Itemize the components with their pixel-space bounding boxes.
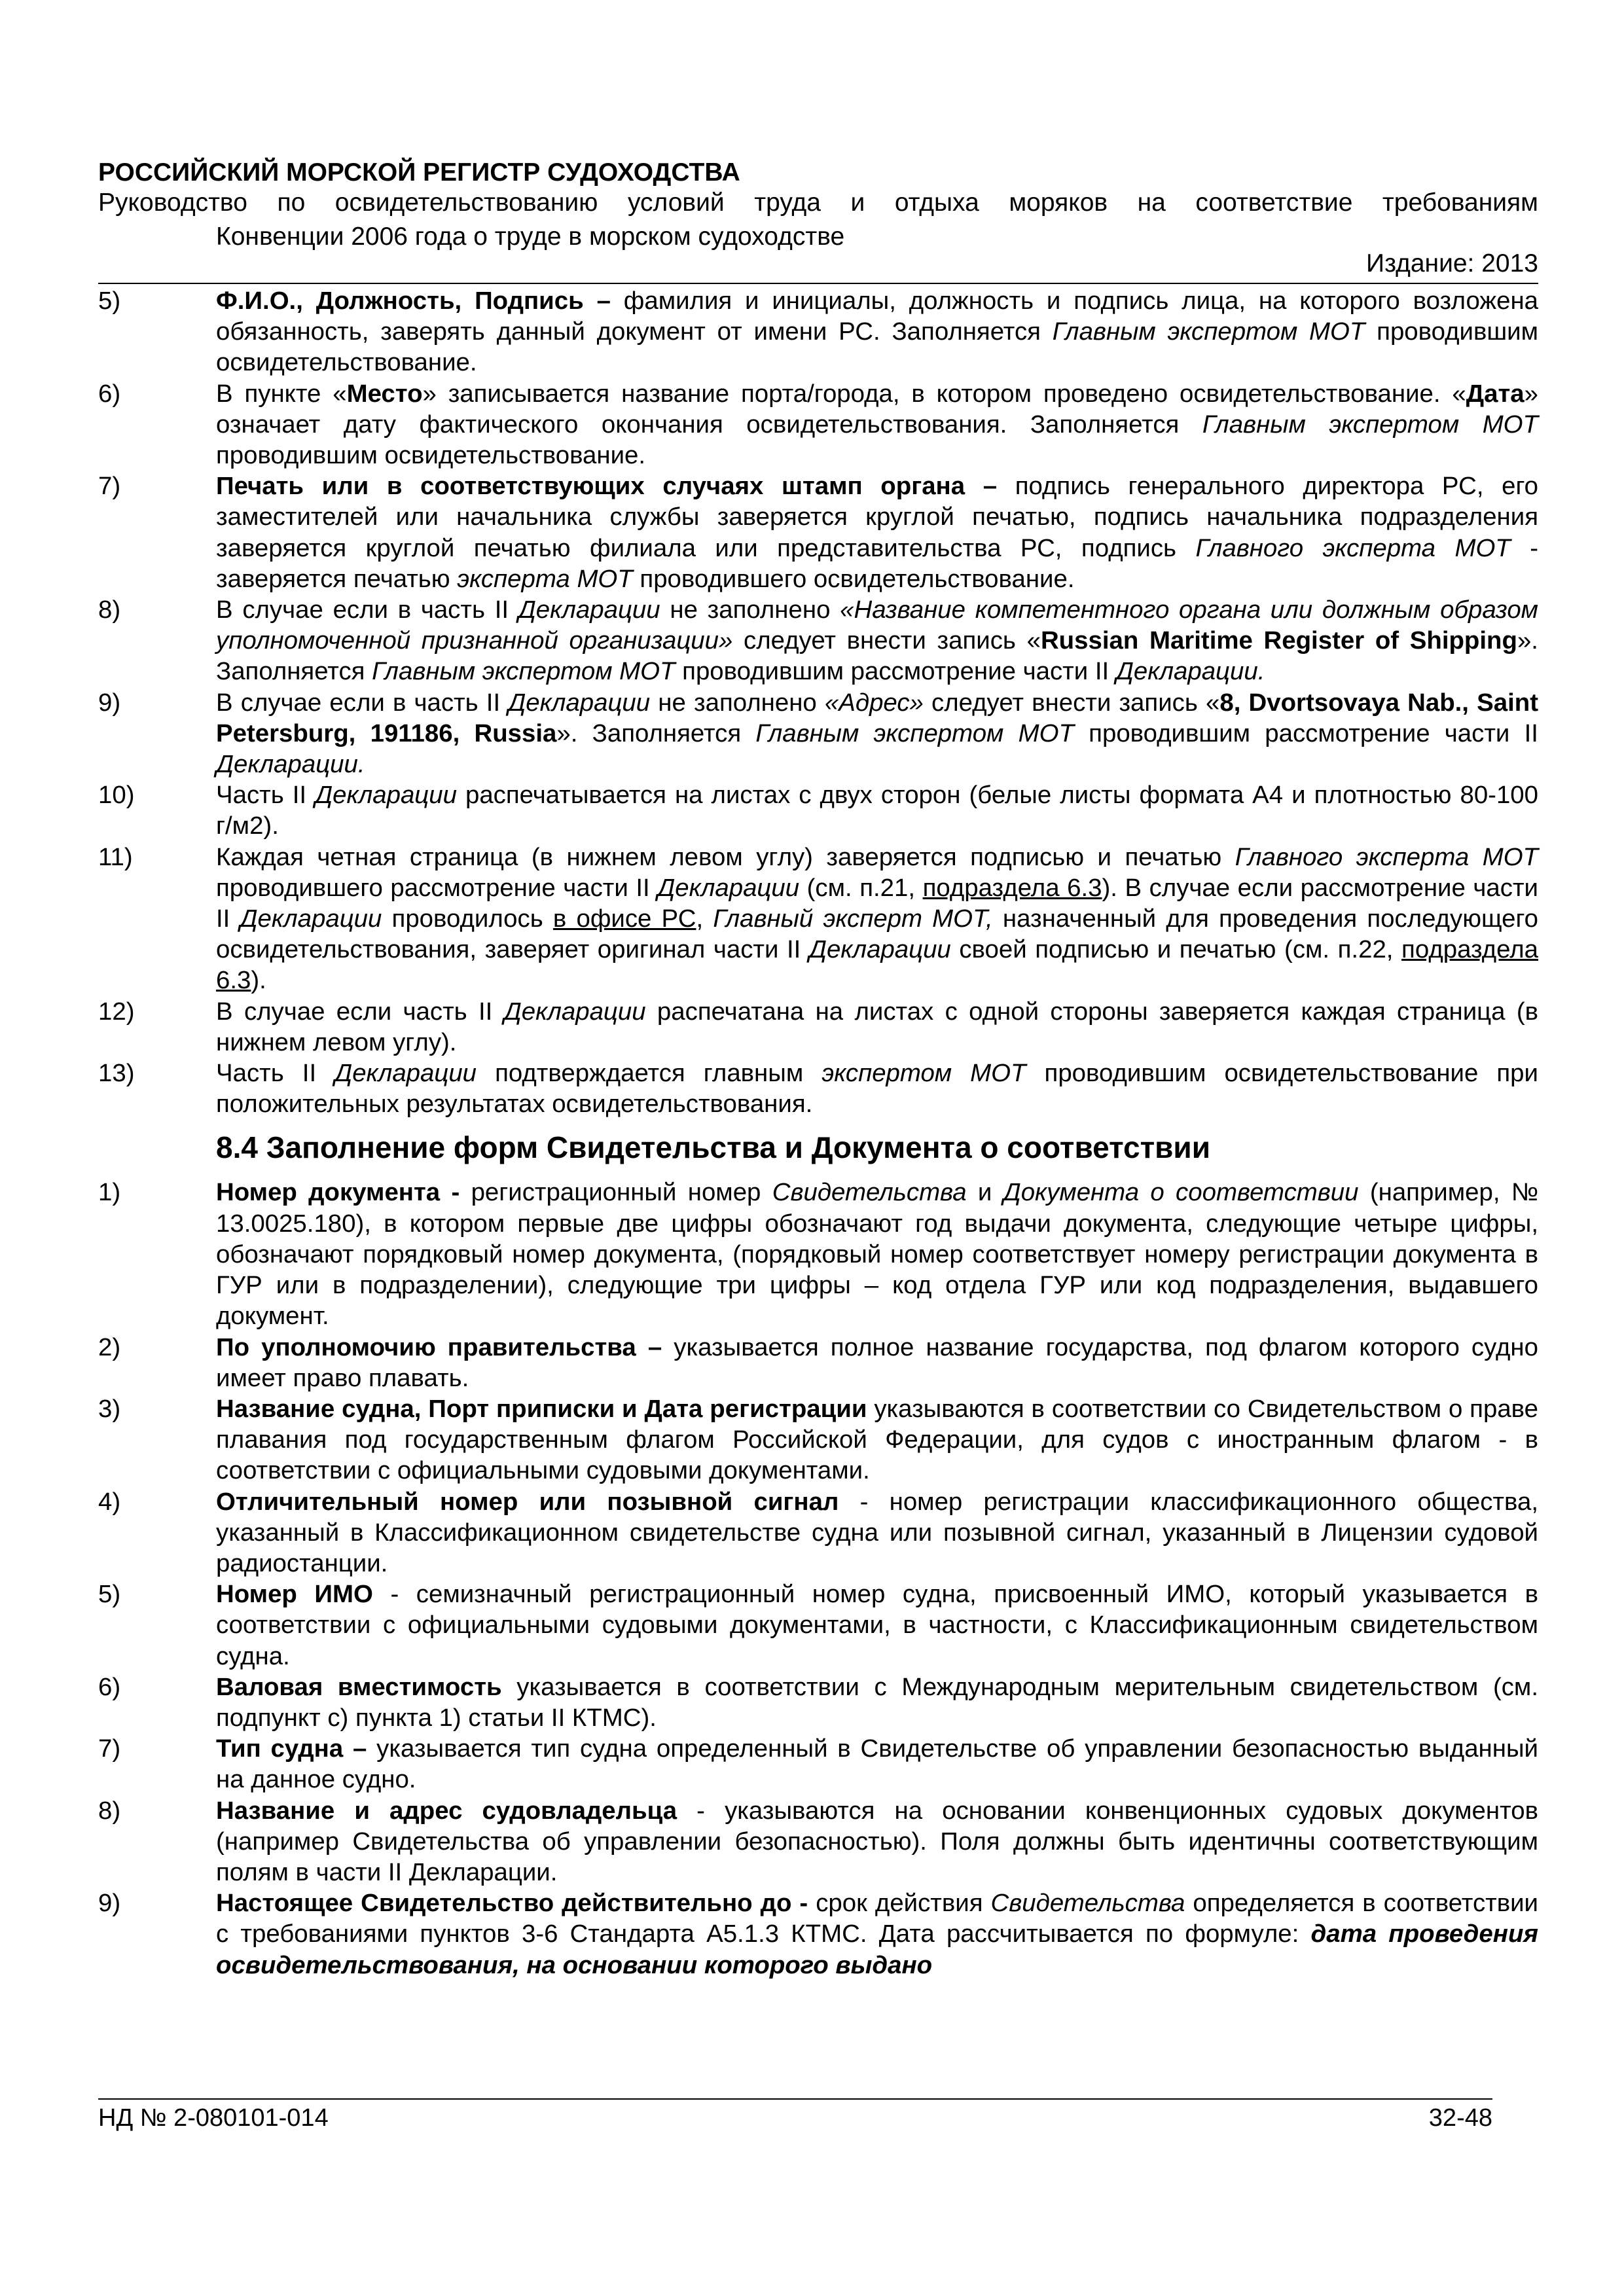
item-number: 1) [98, 1178, 121, 1207]
list-item [98, 1486, 1538, 1579]
section-heading: 8.4 Заполнение форм Свидетельства и Документа о соответствии [216, 1130, 1210, 1165]
subtitle-line-1: Руководство по освидетельствованию условий труда и отдыха моряков на соответствие требованиям [98, 188, 1538, 217]
item-number: 4) [98, 1487, 121, 1516]
item-text: В случае если в часть II Декларации не заполнено «Адрес» следует внести запись «8, Dvortsovaya Nab., Saint Petersburg, 191186, Russia». Заполняется Главным экспертом МОТ проводившим рассмотрение части II Декларации. [216, 688, 1538, 779]
item-number: 13) [98, 1059, 135, 1088]
item-number: 7) [98, 1734, 121, 1763]
list-item [98, 1579, 1538, 1672]
list-item [98, 687, 1538, 780]
item-number: 5) [98, 1580, 121, 1609]
list-item [98, 594, 1538, 687]
item-number: 2) [98, 1333, 121, 1361]
item-text: Название судна, Порт приписки и Дата регистрации указываются в соответствии со Свидетельством о праве плавания под государственным флагом Российской Федерации, для судов с иностранным флагом - в соответствии с официальными судовыми документами. [216, 1394, 1538, 1485]
item-number: 7) [98, 472, 121, 501]
list-item [98, 471, 1538, 594]
item-text: Номер ИМО - семизначный регистрационный номер судна, присвоенный ИМО, который указывается в соответствии с официальными судовыми документами, в частности, с Классификационным свидетельством судна. [216, 1580, 1538, 1670]
item-number: 5) [98, 287, 121, 315]
item-number: 11) [98, 842, 133, 871]
item-text: Настоящее Свидетельство действительно до - срок действия Свидетельства определяется в соответствии с требованиями пунктов 3-6 Стандарта А5.1.3 КТМС. Дата рассчитывается по формуле: дата проведения освидетельствования, на основании которого выдано [216, 1889, 1539, 1979]
footer-divider [98, 2098, 1492, 2100]
declaration-instructions-list [98, 285, 1538, 1119]
item-text: Отличительный номер или позывной сигнал - номер регистрации классификационного общества, указанный в Классификационном свидетельстве судна или позывной сигнал, указанный в Лицензии судовой радиостанции. [216, 1487, 1539, 1577]
item-text: В пункте «Место» записывается название порта/города, в котором проведено освидетельствование. «Дата» означает дату фактического окончания освидетельствования. Заполняется Главным экспертом МОТ проводившим освидетельствование. [216, 379, 1538, 470]
item-number: 6) [98, 1672, 121, 1701]
subtitle-line-2: Конвенции 2006 года о труде в морском судоходстве [216, 223, 845, 251]
item-text: Печать или в соответствующих случаях штамп органа – подпись генерального директора РС, его заместителей или начальника службы заверяется круглой печатью, подпись начальника подразделения заверяется круглой печатью филиала или представительства РС, подпись Главного эксперта МОТ - заверяется печатью эксперта МОТ проводившего освидетельствование. [216, 472, 1538, 593]
list-item [98, 1058, 1538, 1119]
item-number: 3) [98, 1394, 121, 1423]
item-text: Часть II Декларации распечатывается на листах с двух сторон (белые листы формата А4 и плотностью 80-100 г/м2). [216, 781, 1539, 840]
list-item [98, 1177, 1538, 1331]
header-divider [98, 283, 1538, 284]
item-text: Ф.И.О., Должность, Подпись – фамилия и инициалы, должность и подпись лица, на которого возложена обязанность, заверять данный документ от имени РС. Заполняется Главным экспертом МОТ проводившим освидетельствование. [216, 287, 1538, 377]
list-item [98, 842, 1538, 996]
item-number: 12) [98, 997, 135, 1026]
item-text: Тип судна – указывается тип судна определенный в Свидетельстве об управлении безопасностью выданный на данное судно. [216, 1734, 1538, 1794]
item-number: 9) [98, 1889, 121, 1918]
item-number: 9) [98, 688, 121, 717]
footer-page-number: 32-48 [1428, 2104, 1492, 2132]
list-item [98, 996, 1538, 1058]
item-number: 6) [98, 379, 121, 408]
list-item [98, 1332, 1538, 1393]
footer-doc-number: НД № 2-080101-014 [98, 2104, 329, 2132]
document-body [98, 285, 1538, 1981]
item-text: В случае если в часть II Декларации не заполнено «Название компетентного органа или должным образом уполномоченной признанной организации» следует внести запись «Russian Maritime Register of Shipping». Заполняется Главным экспертом МОТ проводившим рассмотрение части II Декларации. [216, 596, 1538, 686]
list-item [98, 285, 1538, 378]
item-text: Часть II Декларации подтверждается главным экспертом МОТ проводившим освидетельствование при положительных результатах освидетельствования. [216, 1059, 1538, 1119]
organization-title: РОССИЙСКИЙ МОРСКОЙ РЕГИСТР СУДОХОДСТВА [98, 158, 740, 187]
item-text: Валовая вместимость указывается в соответствии с Международным мерительным свидетельством (см. подпункт с) пункта 1) статьи II КТМС). [216, 1672, 1538, 1732]
list-item [98, 1733, 1538, 1795]
list-item [98, 780, 1538, 841]
edition-label: Издание: 2013 [1366, 249, 1538, 278]
item-number: 8) [98, 596, 121, 624]
list-item [98, 1888, 1538, 1981]
item-number: 8) [98, 1796, 121, 1825]
item-text: По уполномочию правительства – указывается полное название государства, под флагом которого судно имеет право плавать. [216, 1333, 1538, 1392]
item-text: В случае если часть II Декларации распечатана на листах с одной стороны заверяется каждая страница (в нижнем левом углу). [216, 997, 1538, 1056]
list-item [98, 1795, 1538, 1888]
item-number: 10) [98, 781, 135, 810]
list-item [98, 378, 1538, 471]
list-item [98, 1672, 1538, 1733]
certificate-instructions-list [98, 1177, 1538, 1980]
document-subtitle [98, 186, 1538, 254]
item-text: Каждая четная страница (в нижнем левом углу) заверяется подписью и печатью Главного эксперта МОТ проводившего рассмотрение части II Декларации (см. п.21, подраздела 6.3). В случае если рассмотрение части II Декларации проводилось в офисе РС, Главный эксперт МОТ, назначенный для проведения последующего освидетельствования, заверяет оригинал части II Декларации своей подписью и печатью (см. п.22, подраздела 6.3). [216, 842, 1539, 995]
item-text: Номер документа - регистрационный номер Свидетельства и Документа о соответствии (например, № 13.0025.180), в котором первые две цифры обозначают год выдачи документа, следующие четыре цифры, обозначают порядковый номер документа, (порядковый номер соответствует номеру регистрации документа в ГУР или в подразделении), следующие три цифры – код отдела ГУР или код подразделения, выдавшего документ. [216, 1178, 1539, 1331]
list-item [98, 1393, 1538, 1486]
item-text: Название и адрес судовладельца - указываются на основании конвенционных судовых документов (например Свидетельства об управлении безопасностью). Поля должны быть идентичны соответствующим полям в части II Декларации. [216, 1796, 1538, 1886]
